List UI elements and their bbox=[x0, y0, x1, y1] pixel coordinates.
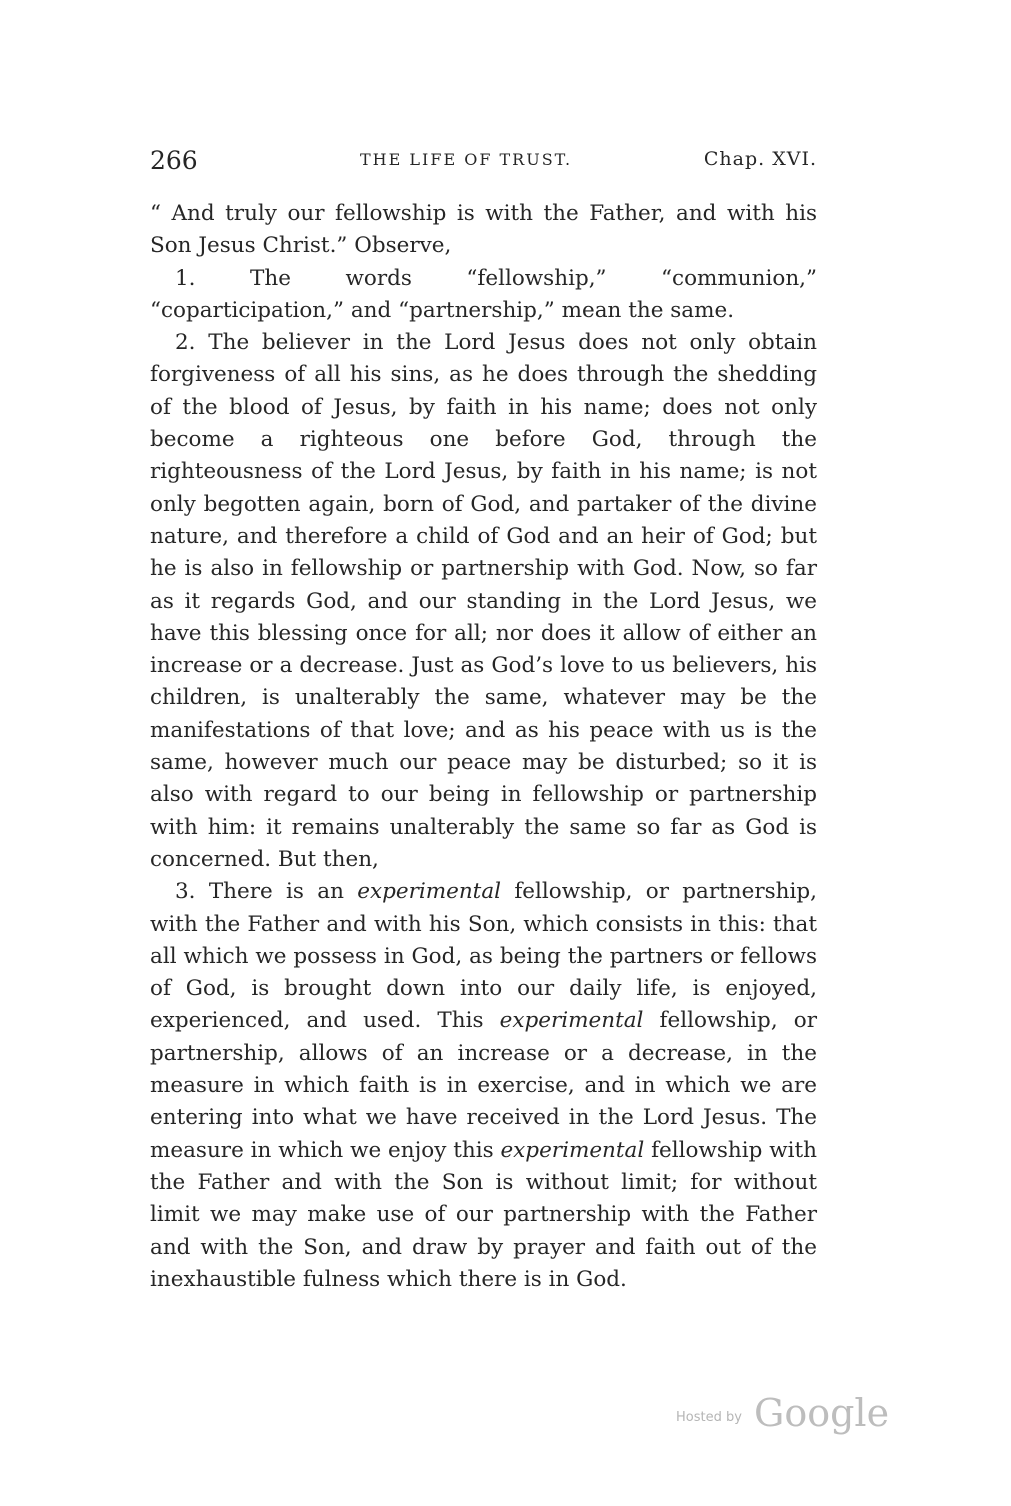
google-logo: Google bbox=[754, 1391, 890, 1435]
hosted-by-text: Hosted by bbox=[676, 1410, 742, 1425]
chapter-label: Chap. XVI. bbox=[703, 148, 817, 170]
running-header bbox=[150, 146, 817, 180]
italic-term: experimental bbox=[499, 1008, 644, 1034]
page-body bbox=[150, 198, 817, 1296]
paragraph-point-2: 2. The believer in the Lord Jesus does not only obtain forgiveness of all his sins, as he does through the shedding of the blood of Jesus, by faith in his name; does not only become a righteous one before God, through the righteousness of the Lord Jesus, by faith in his name; is not only begotten again, born of God, and partaker of the divine nature, and therefore a child of God and an heir of God; but he is also in fellowship or partnership with God. Now, so far as it regards God, and our standing in the Lord Jesus, we have this blessing once for all; nor does it allow of either an increase or a decrease. Just as God’s love to us believers, his children, is unalterably the same, whatever may be the manifestations of that love; and as his peace with us is the same, however much our peace may be disturbed; so it is also with regard to our being in fellowship or partnership with him: it remains unalterably the same so far as God is concerned. But then, bbox=[150, 330, 817, 872]
text-run: fellowship, or partnership, with the Father and with his Son, which consists in this: that all which we possess in God, as being the partners or fellows of God, is brought down into our daily life, is enjoyed, experienced, and used. This bbox=[150, 879, 817, 1034]
text-run: 3. There is an bbox=[175, 879, 358, 905]
paragraph-point-1: 1. The words “fellowship,” “communion,” “coparticipation,” and “partnership,” mean the same. bbox=[150, 265, 817, 323]
italic-term: experimental bbox=[357, 879, 502, 905]
paragraph-point-3 bbox=[150, 876, 817, 1296]
page-number: 266 bbox=[150, 146, 198, 175]
paragraph-quote: “ And truly our fellowship is with the Father, and with his Son Jesus Christ.” Observe, bbox=[150, 201, 817, 259]
running-title: THE LIFE OF TRUST. bbox=[360, 150, 573, 169]
text-run: fellowship with the Father and with the Son is without limit; for without limit we may make use of our partnership with the Father and with the Son, and draw by prayer and faith out of the inexhaustible fulness which there is in God. bbox=[150, 1137, 817, 1292]
italic-term: experimental bbox=[500, 1137, 645, 1163]
text-run: fellowship, or partnership, allows of an increase or a decrease, in the measure in which faith is in exercise, and in which we are entering into what we have received in the Lord Jesus. The measure in which we enjoy this bbox=[150, 1008, 817, 1163]
